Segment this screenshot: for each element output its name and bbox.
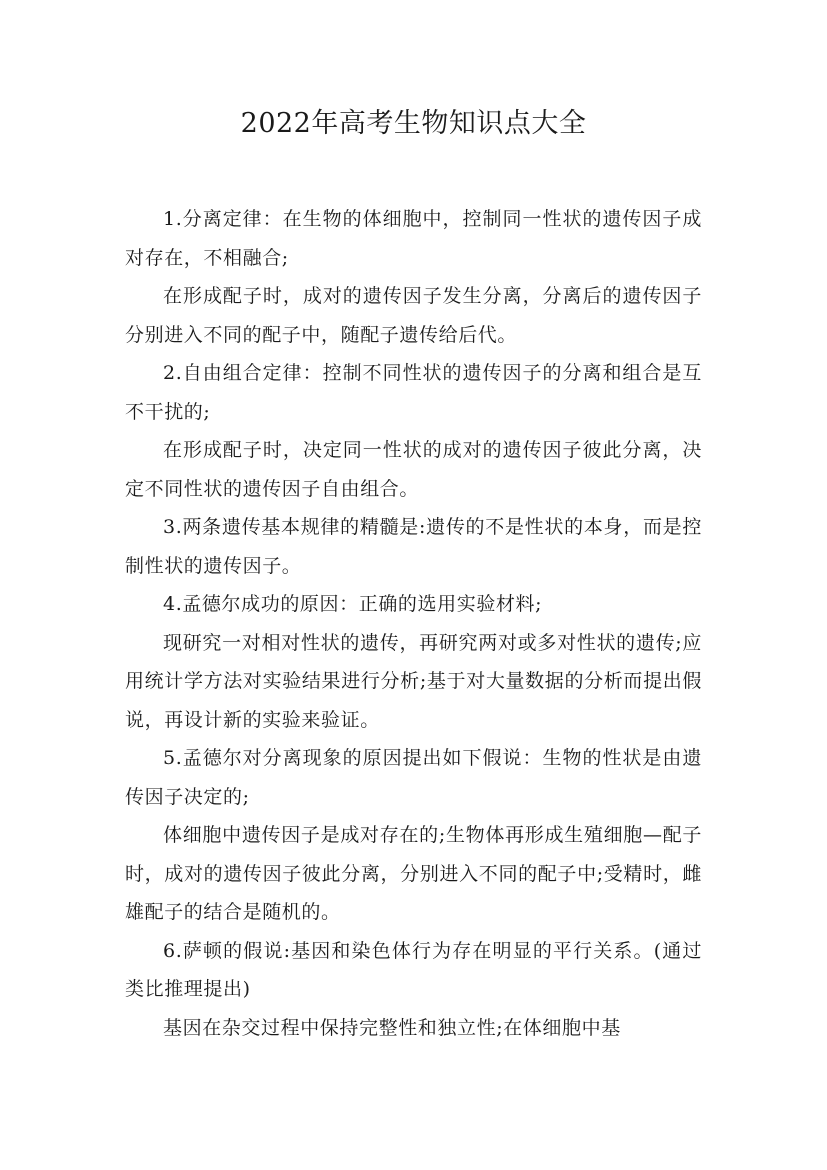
paragraph-8: 5.孟德尔对分离现象的原因提出如下假说：生物的性状是由遗传因子决定的;	[125, 747, 702, 808]
paragraph-9: 体细胞中遗传因子是成对存在的;生物体再形成生殖细胞—配子时，成对的遗传因子彼此分离，分别进入不同的配子中;受精时，雌雄配子的结合是随机的。	[125, 824, 702, 923]
paragraph-7: 现研究一对相对性状的遗传，再研究两对或多对性状的遗传;应用统计学方法对实验结果进行分析;基于对大量数据的分析而提出假说，再设计新的实验来验证。	[125, 631, 702, 731]
paragraph-10: 6.萨顿的假说:基因和染色体行为存在明显的平行关系。(通过类比推理提出)	[125, 939, 702, 1000]
paragraph-2: 在形成配子时，成对的遗传因子发生分离，分离后的遗传因子分别进入不同的配子中，随配子遗传给后代。	[125, 285, 702, 346]
paragraph-6: 4.孟德尔成功的原因：正确的选用实验材料;	[163, 593, 543, 615]
document-body	[125, 200, 702, 1047]
paragraph-5: 3.两条遗传基本规律的精髓是:遗传的不是性状的本身，而是控制性状的遗传因子。	[125, 516, 702, 577]
paragraph-1: 1.分离定律：在生物的体细胞中，控制同一性状的遗传因子成对存在，不相融合;	[125, 208, 702, 269]
document-title: 2022年高考生物知识点大全	[240, 108, 587, 139]
paragraph-4: 在形成配子时，决定同一性状的成对的遗传因子彼此分离，决定不同性状的遗传因子自由组合。	[125, 439, 702, 500]
paragraph-11: 基因在杂交过程中保持完整性和独立性;在体细胞中基	[163, 1016, 621, 1039]
paragraph-3: 2.自由组合定律：控制不同性状的遗传因子的分离和组合是互不干扰的;	[125, 362, 702, 423]
